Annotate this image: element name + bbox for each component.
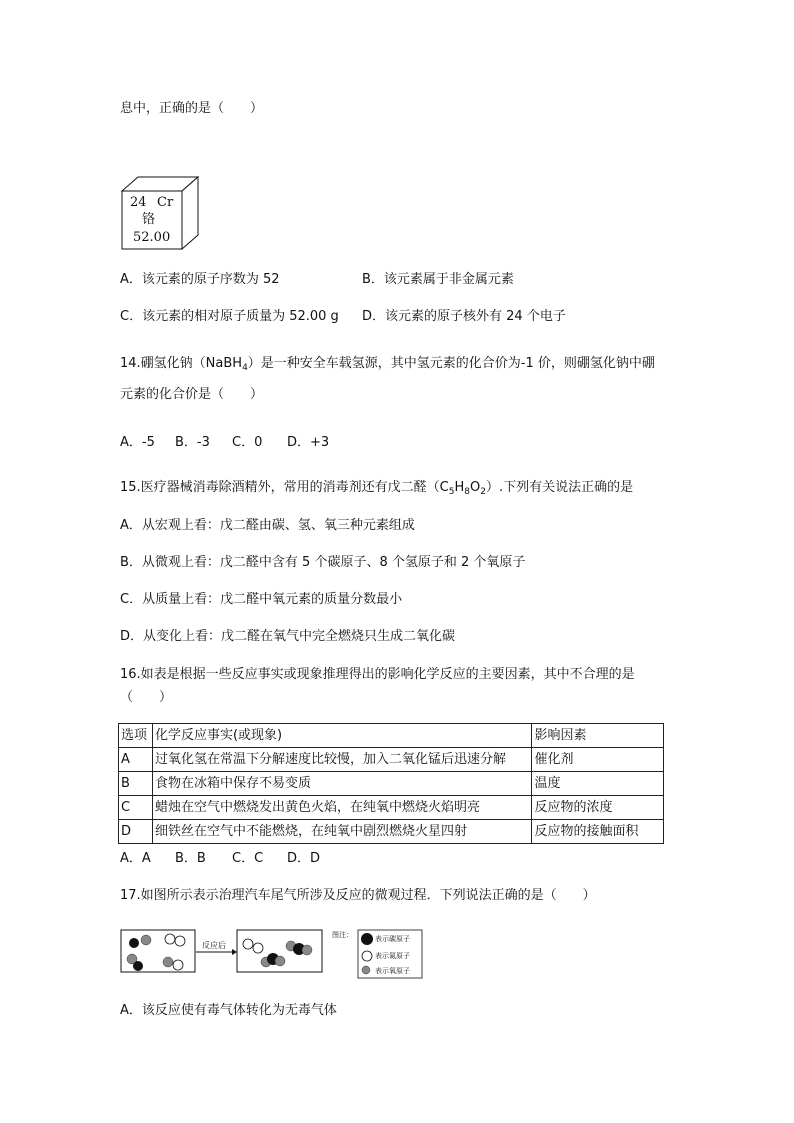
q16-option-c: C．C	[232, 851, 264, 866]
carbon-atom	[133, 961, 143, 971]
oxygen-atom	[163, 957, 173, 967]
q14-stem-line1: 14.硼氢化钠（NaBH$_4$）是一种安全车载氢源，其中氢元素的化合价为-1 价，则硼氢化钠中硼	[120, 356, 655, 373]
q16-option-d: D．D	[287, 851, 321, 866]
oxygen-atom	[302, 945, 312, 955]
arrow-label: 反应后	[202, 941, 226, 950]
arrow-head-icon	[232, 949, 237, 955]
legend	[332, 930, 422, 978]
table-cell: B	[119, 772, 153, 796]
table-cell: 温度	[532, 772, 664, 796]
q16-option-b: B．B	[175, 851, 206, 866]
table-cell: 蜡烛在空气中燃烧发出黄色火焰，在纯氧中燃烧火焰明亮	[152, 796, 532, 820]
nitrogen-atom	[253, 943, 263, 953]
table-cell: 食物在冰箱中保存不易变质	[152, 772, 532, 796]
table-row	[119, 820, 664, 844]
q14-option-c: C．0	[232, 435, 263, 450]
oxygen-atom	[141, 935, 151, 945]
q13-option-c: C．该元素的相对原子质量为 52.00 g	[120, 309, 339, 324]
q13-option-a: A．该元素的原子序数为 52	[120, 272, 280, 287]
element-card-figure	[120, 175, 200, 251]
nitrogen-atom	[243, 939, 253, 949]
q15-option-d: D．从变化上看：戊二醛在氧气中完全燃烧只生成二氧化碳	[120, 629, 456, 644]
element-name: 铬	[142, 212, 156, 227]
table-cell: C	[119, 796, 153, 820]
legend-oxygen-label: 表示氧原子	[375, 967, 410, 975]
legend-carbon-swatch	[361, 933, 373, 945]
nitrogen-atom	[173, 960, 183, 970]
legend-oxygen-swatch	[362, 966, 370, 974]
table-row	[119, 772, 664, 796]
q15-option-a: A．从宏观上看：戊二醛由碳、氢、氧三种元素组成	[120, 518, 415, 533]
q17-option-a: A．该反应使有毒气体转化为无毒气体	[120, 1003, 337, 1018]
q15-option-b: B．从微观上看：戊二醛中含有 5 个碳原子、8 个氢原子和 2 个氧原子	[120, 555, 526, 570]
carbon-atom	[129, 938, 139, 948]
table-row	[119, 748, 664, 772]
table-cell: 反应物的浓度	[532, 796, 664, 820]
table-row	[119, 796, 664, 820]
q14-option-d: D．+3	[287, 435, 330, 450]
before-reaction-box	[121, 930, 195, 972]
legend-carbon-label: 表示碳原子	[375, 935, 410, 943]
nitrogen-atom	[175, 936, 185, 946]
element-atomic-number: 24	[130, 195, 147, 210]
table-header-row	[119, 724, 664, 748]
q17-stem: 17.如图所示表示治理汽车尾气所涉及反应的微观过程．下列说法正确的是（ ）	[120, 888, 596, 903]
question-13-stem-tail: 息中，正确的是（ ）	[120, 101, 264, 116]
q14-stem-line2: 元素的化合价是（ ）	[120, 387, 264, 402]
table-header-cell: 影响因素	[532, 724, 664, 748]
table-header-cell: 化学反应事实(或现象)	[152, 724, 532, 748]
legend-nitrogen-swatch	[362, 951, 372, 961]
table-cell: D	[119, 820, 153, 844]
element-symbol: Cr	[157, 195, 174, 210]
q16-table	[118, 723, 664, 844]
oxygen-atom	[275, 956, 285, 966]
legend-nitrogen-label: 表示氮原子	[375, 952, 410, 960]
q15-option-c: C．从质量上看：戊二醛中氧元素的质量分数最小	[120, 592, 403, 607]
legend-title: 图注：	[332, 931, 353, 939]
after-reaction-box	[237, 930, 322, 972]
q13-option-d: D．该元素的原子核外有 24 个电子	[362, 309, 566, 324]
q14-option-b: B．-3	[175, 435, 210, 450]
table-cell: 过氧化氢在常温下分解速度比较慢，加入二氧化锰后迅速分解	[152, 748, 532, 772]
table-cell: 细铁丝在空气中不能燃烧，在纯氧中剧烈燃烧火星四射	[152, 820, 532, 844]
q16-option-a: A．A	[120, 851, 151, 866]
reaction-diagram	[120, 926, 425, 982]
table-header-cell: 选项	[119, 724, 153, 748]
nitrogen-atom	[165, 934, 175, 944]
table-cell: 催化剂	[532, 748, 664, 772]
q13-option-b: B．该元素属于非金属元素	[362, 272, 514, 287]
q15-stem: 15.医疗器械消毒除酒精外，常用的消毒剂还有戊二醛$(C_5H_8O_2)$.下列有关说法正确的是	[120, 480, 634, 497]
element-mass: 52.00	[133, 230, 171, 245]
table-cell: 反应物的接触面积	[532, 820, 664, 844]
q16-stem-line1: 16.如表是根据一些反应事实或现象推理得出的影响化学反应的主要因素，其中不合理的是	[120, 667, 635, 682]
q16-stem-line2: （ ）	[120, 690, 173, 705]
table-cell: A	[119, 748, 153, 772]
q14-option-a: A．-5	[120, 435, 155, 450]
